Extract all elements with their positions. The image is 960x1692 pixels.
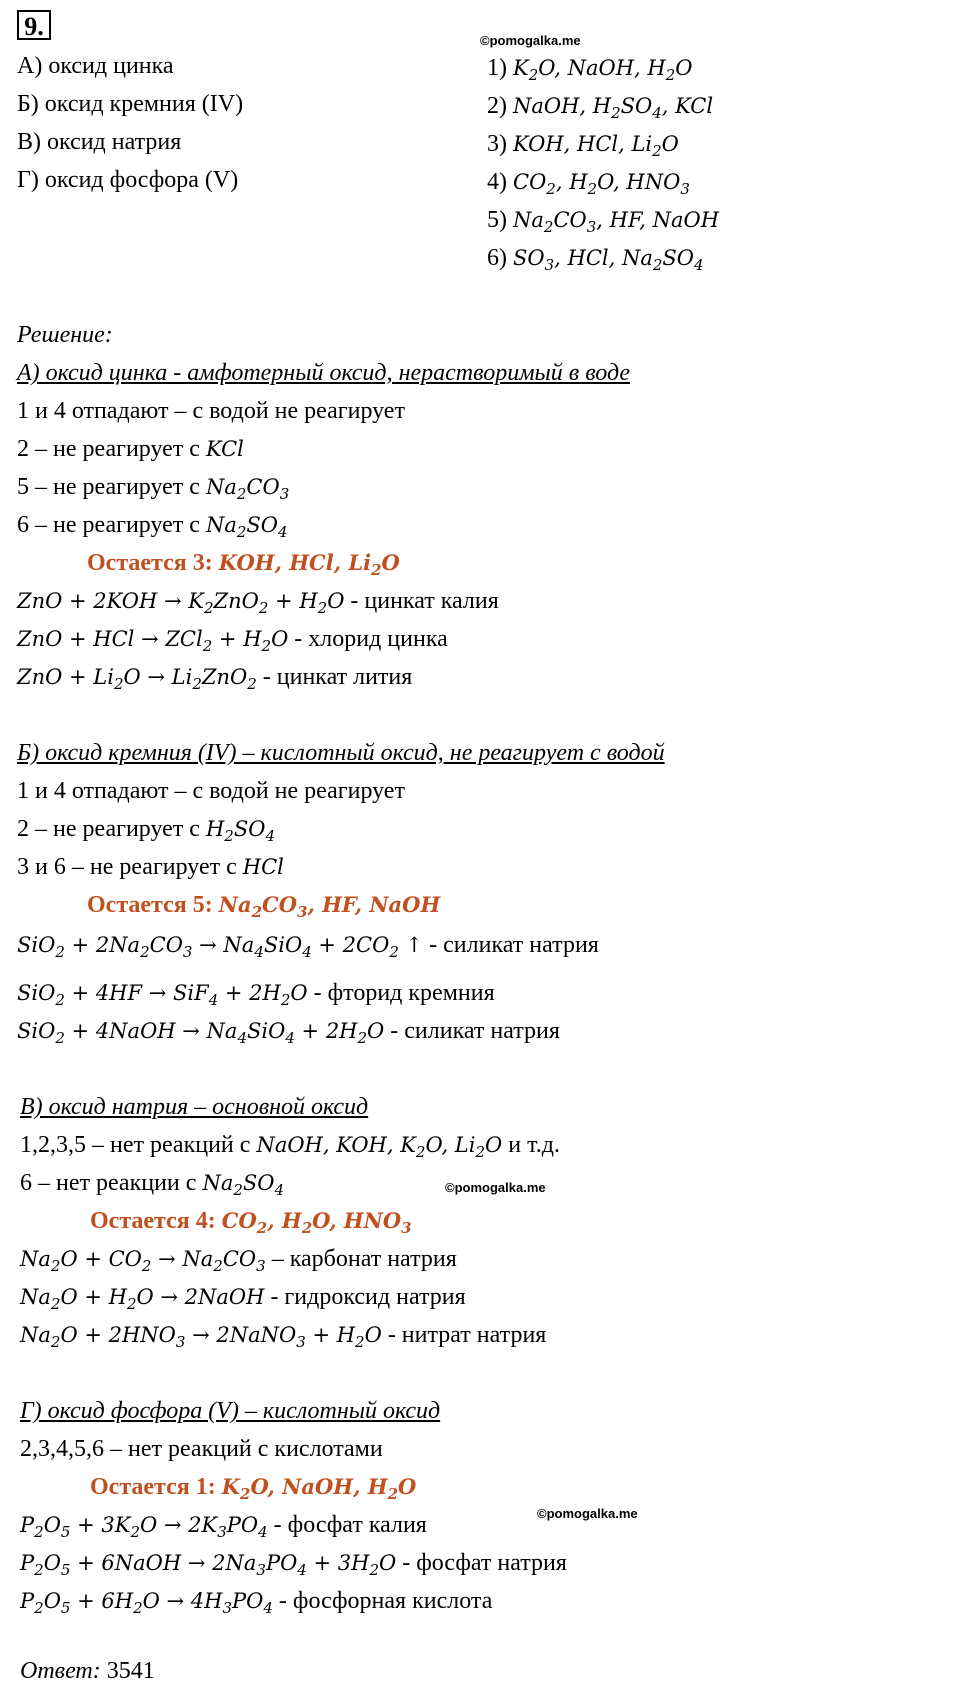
option-3: 3) KOH, HCl, $Li_2O$	[487, 131, 679, 161]
item-v: В) оксид натрия	[17, 129, 182, 155]
watermark: ©pomogalka.me	[480, 33, 581, 48]
section-a-note: 2 – не реагирует с KCl	[17, 436, 244, 462]
section-a-note: 6 – не реагирует с $Na_2SO_4$	[17, 512, 288, 542]
option-6: 6) $SO_3$, HCl, $Na_2SO_4$	[487, 245, 704, 275]
section-a-note: 5 – не реагирует с $Na_2CO_3$	[17, 474, 290, 504]
option-4: 4) $CO_2$, $H_2O$, $HNO_3$	[487, 169, 690, 199]
watermark: ©pomogalka.me	[445, 1180, 546, 1195]
option-2: 2) NaOH, $H_2SO_4$, KCl	[487, 93, 714, 123]
section-v-heading: В) оксид натрия – основной оксид	[20, 1094, 369, 1120]
section-a-heading: А) оксид цинка - амфотерный оксид, нерастворимый в воде	[17, 360, 631, 386]
reaction: $SiO_2 + 4HF \to SiF_4 + 2H_2O$ - фторид кремния	[17, 980, 495, 1010]
reaction: $P_2O_5$ + 6NaOH → $2Na_3PO_4 + 3H_2O$ - фосфат натрия	[20, 1550, 567, 1580]
answer-value: 3541	[106, 1658, 155, 1684]
section-b-note: 1 и 4 отпадают – с водой не реагирует	[17, 778, 405, 804]
reaction: $Na_2O + H_2O$ → 2NaOH - гидроксид натрия	[20, 1284, 466, 1314]
watermark: ©pomogalka.me	[537, 1506, 638, 1521]
section-b-note: 3 и 6 – не реагирует с HCl	[17, 854, 284, 880]
reaction: $P_2O_5 + 6H_2O \to 4H_3PO_4$ - фосфорная кислота	[20, 1588, 493, 1618]
section-v-note: 1,2,3,5 – нет реакций с NaOH, KOH, $K_2O$, $Li_2O$ и т.д.	[20, 1132, 560, 1162]
problem-number: 9.	[17, 10, 51, 40]
section-a-remains: Остается 3: KOH, HCl, $Li_2O$	[87, 550, 400, 580]
section-b-remains: Остается 5: $Na_2CO_3$, HF, NaOH	[87, 892, 441, 922]
option-5: 5) $Na_2CO_3$, HF, NaOH	[487, 207, 720, 237]
section-b-heading: Б) оксид кремния (IV) – кислотный оксид, не реагирует с водой	[17, 740, 665, 766]
reaction: $SiO_2 + 2Na_2CO_3 \to Na_4SiO_4 + 2CO_2$ ↑ - силикат натрия	[17, 932, 599, 962]
reaction: $Na_2O + 2HNO_3$ → 2NaNO$_3$ + $H_2O$ - нитрат натрия	[20, 1322, 547, 1352]
section-g-remains: Остается 1: $K_2O$, NaOH, $H_2O$	[90, 1474, 417, 1504]
item-b: Б) оксид кремния (IV)	[17, 91, 244, 117]
solution-label: Решение:	[17, 322, 113, 348]
option-1: 1) $K_2O$, NaOH, $H_2O$	[487, 55, 693, 85]
section-g-heading: Г) оксид фосфора (V) – кислотный оксид	[20, 1398, 441, 1424]
item-a: А) оксид цинка	[17, 53, 174, 79]
reaction: SiO$_2$ + 4NaOH → $Na_4SiO_4 + 2H_2O$ - силикат натрия	[17, 1018, 560, 1048]
section-v-remains: Остается 4: $CO_2$, $H_2O$, $HNO_3$	[90, 1208, 412, 1238]
section-b-note: 2 – не реагирует с $H_2SO_4$	[17, 816, 275, 846]
section-a-note: 1 и 4 отпадают – с водой не реагирует	[17, 398, 405, 424]
section-v-note: 6 – нет реакции с $Na_2SO_4$	[20, 1170, 285, 1200]
item-g: Г) оксид фосфора (V)	[17, 167, 239, 193]
reaction: ZnO + $2KOH \to K_2ZnO_2 + H_2O$ - цинкат калия	[17, 588, 499, 618]
reaction: $P_2O_5 + 3K_2O \to 2K_3PO_4$ - фосфат калия	[20, 1512, 427, 1542]
answer	[20, 1656, 155, 1686]
section-g-note: 2,3,4,5,6 – нет реакций с кислотами	[20, 1436, 383, 1462]
answer-label: Ответ:	[20, 1658, 101, 1684]
reaction: ZnO + HCl → $ZCl_2 + H_2O$ - хлорид цинка	[17, 626, 448, 656]
reaction: ZnO + $Li_2O \to Li_2ZnO_2$ - цинкат лития	[17, 664, 413, 694]
reaction: $Na_2O + CO_2 \to Na_2CO_3$ – карбонат натрия	[20, 1246, 457, 1276]
